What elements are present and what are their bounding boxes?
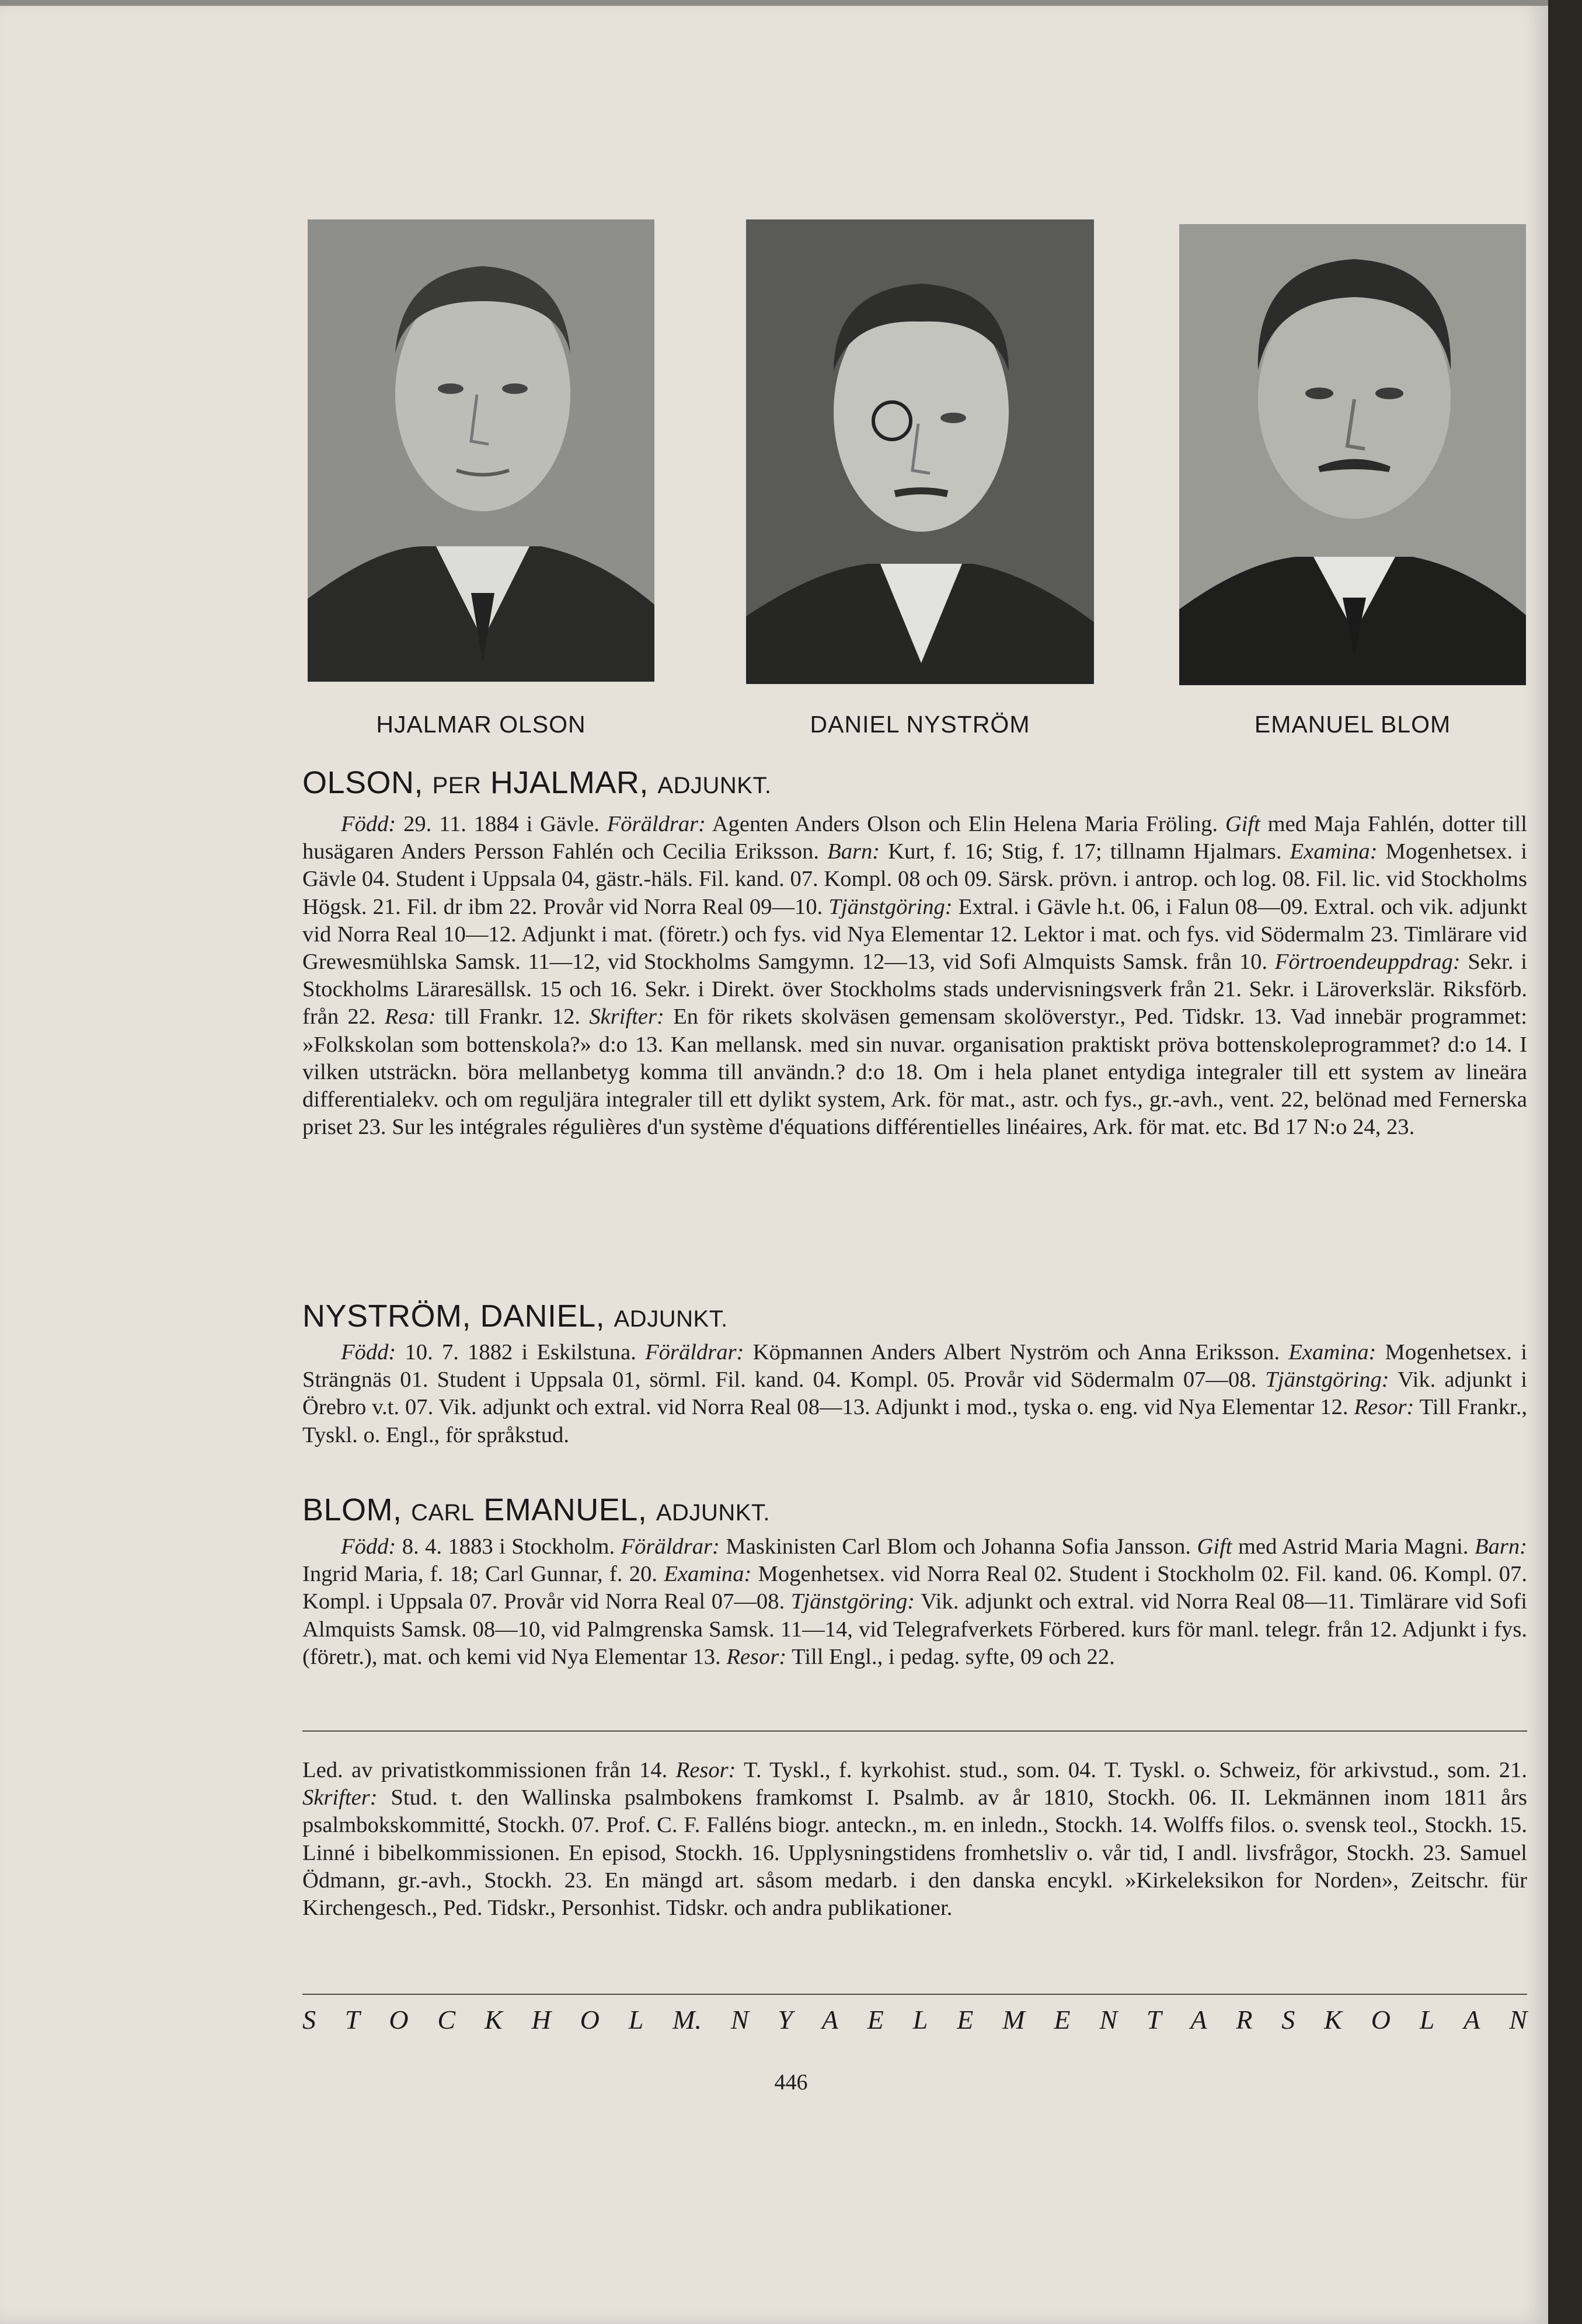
field-text: Till Engl., i pedag. syfte, 09 och 22. [786, 1644, 1115, 1669]
field-label: Examina: [664, 1562, 752, 1587]
field-text: till Frankr. 12. [435, 1004, 590, 1030]
running-head-letter: S [302, 2005, 316, 2035]
field-text: med Astrid Maria Magni. [1232, 1534, 1475, 1559]
running-head-letter: K [1324, 2005, 1342, 2035]
entry-title: ADJUNKT. [656, 1500, 771, 1526]
field-text: 29. 11. 1884 i Gävle. [396, 812, 607, 836]
entry-heading [302, 765, 772, 801]
field-label: Tjänstgöring: [790, 1589, 915, 1614]
running-head-letter: M [1002, 2005, 1025, 2035]
running-head-letter: L [628, 2005, 644, 2035]
field-label: Född: [341, 1340, 396, 1365]
field-label: Resor: [675, 1758, 736, 1782]
running-head-letter: O [580, 2005, 600, 2035]
section-divider [302, 1730, 1527, 1732]
field-text: 10. 7. 1882 i Eskilstuna. [396, 1340, 646, 1365]
entry-body [302, 1339, 1527, 1449]
running-head-letter: N [730, 2005, 749, 2035]
running-head-letter: H [531, 2005, 551, 2035]
page-number: 446 [774, 2070, 808, 2095]
entry-surname: BLOM, [302, 1492, 402, 1527]
entry-surname: NYSTRÖM, [302, 1299, 472, 1334]
field-text: Till Frankr., Tyskl. o. Engl., för språkstud. [302, 1395, 1527, 1447]
running-head-letter: C [437, 2005, 456, 2035]
continuation-paragraph [302, 1757, 1527, 1922]
running-head-letter: R [1236, 2005, 1253, 2035]
running-head-letter: A [1190, 2005, 1207, 2035]
field-label: Född: [341, 812, 396, 836]
field-label: Tjänstgöring: [1265, 1367, 1389, 1393]
portrait-emanuel-blom [1179, 224, 1526, 685]
entry-heading [302, 1298, 728, 1334]
field-text: Kurt, f. 16; Stig, f. 17; tillnamn Hjalmars. [880, 839, 1290, 864]
portrait-caption: DANIEL NYSTRÖM [810, 711, 1030, 738]
portrait-daniel-nystrom [746, 219, 1094, 684]
field-text: T. Tyskl., f. kyrkohist. stud., som. 04. T. Tyskl. o. Schweiz, för arkivstud., som. 21. [736, 1758, 1527, 1782]
entry-body [302, 811, 1527, 1141]
field-text: Led. av privatistkommissionen från 14. [302, 1758, 676, 1782]
entry-surname: OLSON, [302, 765, 424, 800]
field-text: Extral. i Gävle h.t. 06, i Falun 08—09. Extral. och vik. adjunkt vid Norra Real 10—12. Adjunkt i mat. (företr.) och fys. vid Nya Elementar 12. Lektor i mat. och fys. vid Södermalm 23. Timlärare vid Grewesmühlska Samsk. 11—12, vid Stockholms Samgymn. 12—13, vid Sofi Almquists Samsk. från 10. [302, 894, 1527, 975]
field-label: Resor: [1354, 1395, 1414, 1420]
field-label: Gift [1225, 812, 1260, 836]
entry-given-name-1: CARL [411, 1500, 475, 1526]
field-label: Gift [1197, 1534, 1232, 1559]
entry-heading [302, 1492, 770, 1528]
field-text: Vik. adjunkt i Örebro v.t. 07. Vik. adjunkt och extral. vid Norra Real 08—13. Adjunkt i mod., tyska o. eng. vid Nya Elementar 12. [302, 1367, 1527, 1420]
entry-given-name-2: EMANUEL, [483, 1492, 647, 1527]
field-text: Maskinisten Carl Blom och Johanna Sofia Jansson. [719, 1534, 1197, 1559]
running-head-letter: S [1281, 2005, 1295, 2035]
field-label: Tjänstgöring: [828, 894, 953, 919]
field-label: Skrifter: [589, 1004, 664, 1030]
field-label: Resor: [726, 1644, 787, 1669]
field-label: Barn: [827, 839, 880, 864]
entry-given-name-2: HJALMAR, [490, 765, 649, 800]
field-text: Mogenhetsex. i Gävle 04. Student i Uppsala 04, gästr.-häls. Fil. kand. 07. Kompl. 08 och 09. Särsk. prövn. i antrop. och log. 08. Fil. lic. vid Stockholms Högsk. 21. Fil. dr ibm 22. Provår vid Norra Real 09—10. [302, 839, 1528, 919]
footer-divider [302, 1994, 1527, 1995]
page-top-edge [0, 0, 1548, 6]
field-text: Mogenhetsex. vid Norra Real 02. Student i Stockholm 02. Fil. kand. 06. Kompl. 07. Kompl. i Uppsala 07. Provår vid Norra Real 07—08. [302, 1562, 1527, 1614]
running-head-letter: L [912, 2005, 928, 2035]
field-text: Ingrid Maria, f. 18; Carl Gunnar, f. 20. [302, 1562, 664, 1587]
running-head-letter: K [484, 2005, 503, 2035]
running-head-letter: L [1419, 2005, 1435, 2035]
field-label: Examina: [1288, 1340, 1377, 1365]
running-head-letter: M. [672, 2005, 702, 2035]
field-label: Föräldrar: [607, 812, 706, 836]
running-head-letter: Y [778, 2005, 793, 2035]
running-head-letter: E [1054, 2005, 1071, 2035]
field-label: Föräldrar: [645, 1340, 744, 1365]
entry-given-name-1: PER [432, 773, 482, 798]
field-text: En för rikets skolväsen gemensam skolöverstyr., Ped. Tidskr. 13. Vad innebär programmet: »Folkskolan som bottenskola?» d:o 13. Kan mellansk. med sin nuvar. organisation praktiskt pröva bottenskoleprogrammet? d:o 14. I vilken utsträckn. böra mellanbetyg komma till användn.? d:o 18. Om i hela planet entydiga integraler till ett system av lineära differentialekv. och om reguljära integraler till ett dylikt system, Ark. för mat., astr. och fys., gr.-avh., vent. 22, belönad med Fernerska priset 23. Sur les intégrales régulières d'un système d'équations différentielles linéaires, Ark. för mat. etc. Bd 17 N:o 24, 23. [302, 1004, 1527, 1140]
running-head-letter: A [821, 2005, 838, 2035]
running-footer [302, 2004, 1527, 2039]
running-head-letter: E [867, 2005, 884, 2035]
field-text: Köpmannen Anders Albert Nyström och Anna Eriksson. [744, 1340, 1289, 1365]
running-head-letter: T [1146, 2005, 1162, 2035]
field-text: Mogenhetsex. i Strängnäs 01. Student i Uppsala 01, sörml. Fil. kand. 04. Kompl. 05. Provår vid Södermalm 07—08. [302, 1340, 1527, 1393]
running-head-letter: E [957, 2005, 974, 2035]
running-head-letter: T [344, 2005, 360, 2035]
running-head-letter: N [1099, 2005, 1118, 2035]
portrait-caption: EMANUEL BLOM [1254, 711, 1451, 738]
portrait-hjalmar-olson [308, 219, 654, 682]
portrait-caption: HJALMAR OLSON [376, 711, 586, 738]
running-head-letter: O [389, 2005, 409, 2035]
field-label: Född: [341, 1534, 396, 1559]
field-label: Barn: [1475, 1534, 1528, 1559]
book-spine [1548, 0, 1582, 2324]
field-text: Sekr. i Stockholms Läraresällsk. 15 och 16. Sekr. i Direkt. över Stockholms stads undervisningsverk från 21. Sekr. i Läroverkslär. Riksförb. från 22. [302, 950, 1527, 1030]
running-head-letter: O [1371, 2005, 1391, 2035]
field-label: Föräldrar: [621, 1534, 720, 1559]
field-label: Examina: [1290, 839, 1378, 864]
entry-title: ADJUNKT. [657, 773, 772, 798]
entry-given-name-2: DANIEL, [480, 1299, 605, 1334]
field-text: Agenten Anders Olson och Elin Helena Maria Fröling. [706, 812, 1225, 836]
running-head-letter: N [1509, 2005, 1527, 2035]
entry-title: ADJUNKT. [614, 1306, 728, 1332]
field-text: 8. 4. 1883 i Stockholm. [396, 1534, 621, 1559]
running-head-letter: A [1463, 2005, 1480, 2035]
field-label: Förtroendeuppdrag: [1274, 950, 1461, 975]
field-text: Stud. t. den Wallinska psalmbokens framkomst I. Psalmb. av år 1810, Stockh. 06. II. Lekmännen inom 1811 års psalmbokskommitté, Stockh. 07. Prof. C. F. Falléns biogr. anteckn., m. en inledn., Stockh. 14. Wolffs filos. o. svensk teol., Stockh. 15. Linné i bibelkommissionen. En episod, Stockh. 16. Upplysningstidens fromhetsliv o. vår tid, I andl. livsfrågor, Stockh. 23. Samuel Ödmann, gr.-avh., Stockh. 23. En mängd art. såsom medarb. i den danska encykl. »Kirkeleksikon for Norden», Zeitschr. für Kirchengesch., Ped. Tidskr., Personhist. Tidskr. och andra publikationer. [302, 1785, 1527, 1921]
entry-body [302, 1533, 1527, 1671]
field-label: Resa: [384, 1004, 436, 1030]
field-text: med Maja Fahlén, dotter till husägaren Anders Persson Fahlén och Cecilia Eriksson. [302, 812, 1527, 864]
field-label: Skrifter: [302, 1785, 378, 1810]
field-text: Vik. adjunkt och extral. vid Norra Real 08—11. Timlärare vid Sofi Almquists Samsk. 08—10, vid Palmgrenska Samsk. 11—14, vid Telegrafverkets Förbered. kurs för manl. telegr. från 12. Adjunkt i fys. (företr.), mat. och kemi vid Nya Elementar 13. [302, 1589, 1527, 1669]
